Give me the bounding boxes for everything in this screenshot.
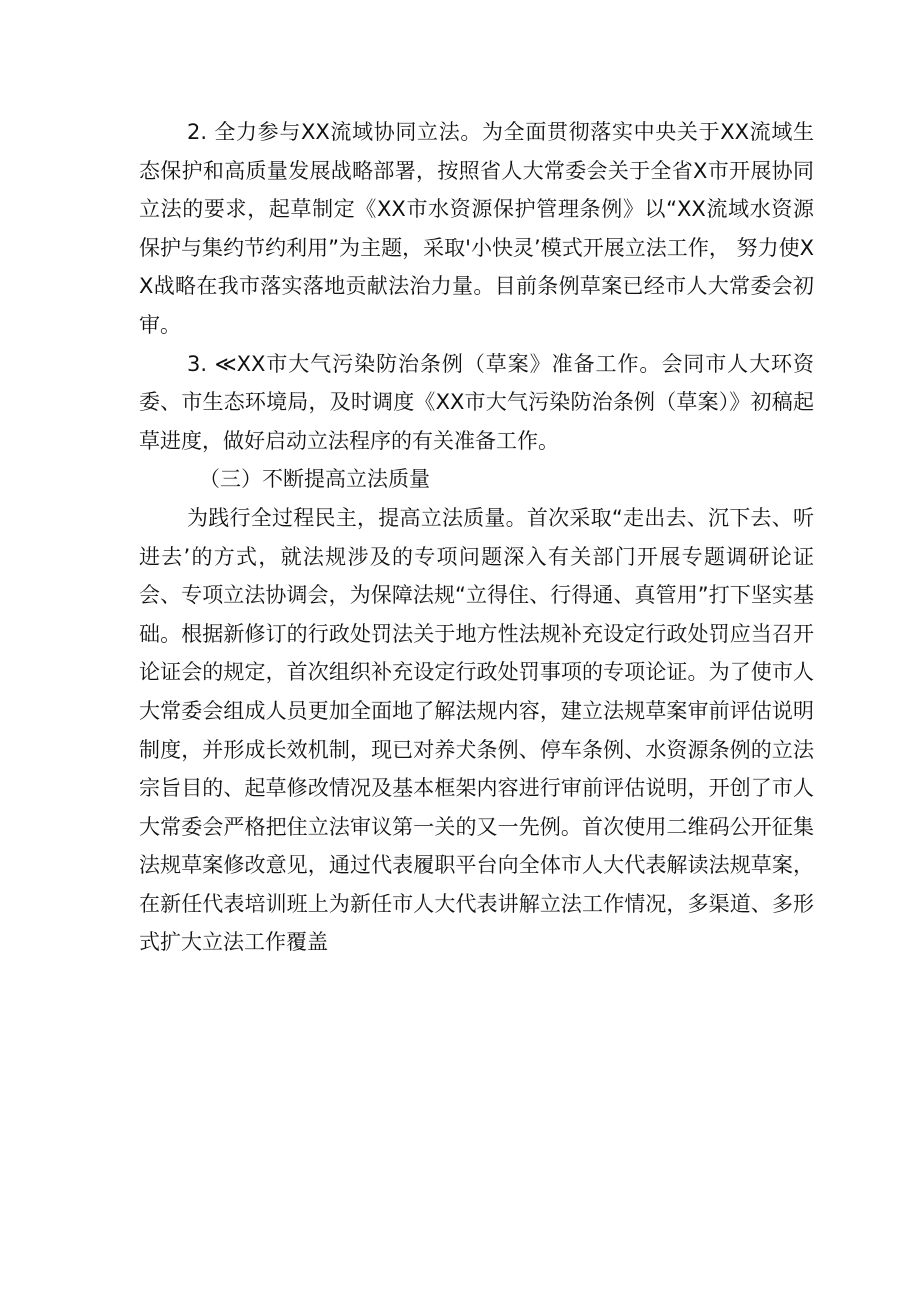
section-heading: （三）不断提高立法质量 [199, 467, 430, 492]
paragraph-section-body: 为践行全过程民主，提高立法质量。首次采取“走出去、沉下去、听进去’的方式，就法规涉及的专项问题深入有关部门开展专题调研论证会、专项立法协调会，为保障法规“立得住、行得通、真管用”打下坚实基础。根据新修订的行政处罚法关于地方性法规补充设定行政处罚应当召开论证会的规定，首次组织补充设定行政处罚事项的专项论证。为了使市人大常委会组成人员更加全面地了解法规内容，建立法规草案审前评估说明制度，并形成长效机制，现已对养犬条例、停车条例、水资源条例的立法宗旨目的、起草修改情况及基本框架内容进行审前评估说明，开创了市人大常委会严格把住立法审议第一关的又一先例。首次使用二维码公开征集法规草案修改意见，通过代表履职平台向全体市人大代表解读法规草案，在新任代表培训班上为新任市人大代表讲解立法工作情况，多渠道、多形式扩大立法工作覆盖 [139, 505, 814, 955]
paragraph-item-3: 3. ≪XX市大气污染防治条例（草案》准备工作。会同市人大环资委、市生态环境局，及时调度《XX市大气污染防治条例（草案）》初稿起草进度，做好启动立法程序的有关准备工作。 [139, 351, 814, 453]
document-body [139, 113, 814, 962]
paragraph-item-2: 2. 全力参与XX流域协同立法。为全面贯彻落实中央关于XX流域生态保护和高质量发展战略部署，按照省人大常委会关于全省X市开展协同立法的要求，起草制定《XX市水资源保护管理条例》以“XX流域水资源保护与集约节约利用”为主题，采取'小快灵’模式开展立法工作， 努力使XX战略在我市落实落地贡献法治力量。目前条例草案已经市人大常委会初审。 [139, 120, 814, 337]
